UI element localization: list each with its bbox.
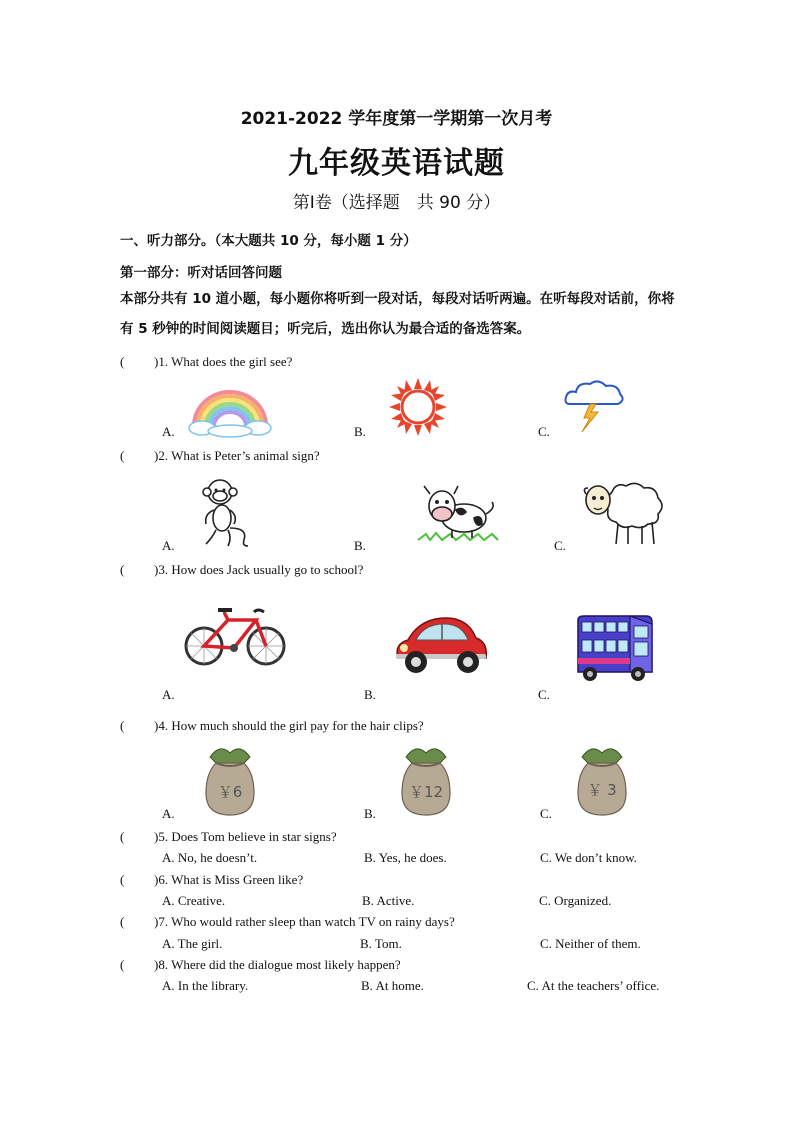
question-5 <box>120 829 337 845</box>
answer-bracket[interactable]: ( <box>120 562 125 577</box>
question-7 <box>120 914 455 930</box>
option-a[interactable]: A. Creative. <box>162 893 226 908</box>
answer-bracket[interactable]: ( <box>120 448 125 463</box>
option-c[interactable]: C. At the teachers’ office. <box>527 978 660 993</box>
question-text: )8. Where did the dialogue most likely happen? <box>154 957 401 972</box>
bus-icon <box>574 614 656 686</box>
cow-icon <box>416 478 500 546</box>
answer-bracket[interactable]: ( <box>120 354 125 369</box>
bicycle-icon <box>184 606 288 668</box>
answer-bracket[interactable]: ( <box>120 829 125 844</box>
option-b[interactable]: B. Active. <box>362 893 415 908</box>
question-8 <box>120 957 401 973</box>
option-a[interactable]: A. <box>162 687 175 702</box>
money-bag-icon <box>572 743 632 819</box>
question-1 <box>120 354 292 370</box>
option-b[interactable]: B. At home. <box>361 978 424 993</box>
money-bag-icon <box>200 743 260 819</box>
option-a[interactable]: A. <box>162 538 175 553</box>
question-3 <box>120 562 363 578</box>
option-b[interactable]: B. Yes, he does. <box>364 850 447 865</box>
sheep-icon <box>582 478 666 548</box>
question-text: )6. What is Miss Green like? <box>154 872 304 887</box>
sun-icon <box>388 377 448 437</box>
bag-price-label: ￥12 <box>408 783 444 801</box>
money-bag-icon <box>396 743 456 819</box>
option-c[interactable]: C. <box>538 687 550 702</box>
option-b[interactable]: B. <box>354 424 366 439</box>
option-c[interactable]: C. We don’t know. <box>540 850 637 865</box>
option-b[interactable]: B. <box>364 806 376 821</box>
part-title: 第一部分：听对话回答问题 <box>120 265 282 281</box>
option-c[interactable]: C. <box>554 538 566 553</box>
bag-price-label: ￥ 3 <box>587 781 617 799</box>
paper-subtitle: 第Ⅰ卷（选择题 共 90 分） <box>292 193 501 213</box>
car-icon <box>392 612 490 678</box>
question-text: )3. How does Jack usually go to school? <box>154 562 364 577</box>
rainbow-icon <box>188 382 272 438</box>
answer-bracket[interactable]: ( <box>120 914 125 929</box>
option-c[interactable]: C. <box>540 806 552 821</box>
option-b[interactable]: B. Tom. <box>360 936 402 951</box>
option-b[interactable]: B. <box>354 538 366 553</box>
option-c[interactable]: C. Neither of them. <box>540 936 641 951</box>
exam-title: 九年级英语试题 <box>288 146 505 181</box>
question-text: )1. What does the girl see? <box>154 354 293 369</box>
question-text: )2. What is Peter’s animal sign? <box>154 448 320 463</box>
monkey-icon <box>198 476 254 548</box>
question-6 <box>120 872 303 888</box>
question-text: )5. Does Tom believe in star signs? <box>154 829 337 844</box>
option-a[interactable]: A. In the library. <box>162 978 249 993</box>
thunderstorm-cloud-icon <box>562 378 626 434</box>
section-heading: 一、听力部分。（本大题共 10 分，每小题 1 分） <box>120 233 417 249</box>
option-c[interactable]: C. <box>538 424 550 439</box>
option-a[interactable]: A. The girl. <box>162 936 223 951</box>
question-text: )4. How much should the girl pay for the hair clips? <box>154 718 424 733</box>
option-a[interactable]: A. <box>162 806 175 821</box>
bag-price-label: ￥6 <box>217 783 243 801</box>
question-2 <box>120 448 320 464</box>
answer-bracket[interactable]: ( <box>120 718 125 733</box>
option-b[interactable]: B. <box>364 687 376 702</box>
question-text: )7. Who would rather sleep than watch TV on rainy days? <box>154 914 455 929</box>
option-c[interactable]: C. Organized. <box>539 893 612 908</box>
answer-bracket[interactable]: ( <box>120 872 125 887</box>
exam-term-title: 2021-2022 学年度第一学期第一次月考 <box>240 109 553 129</box>
option-a[interactable]: A. <box>162 424 175 439</box>
option-a[interactable]: A. No, he doesn’t. <box>162 850 258 865</box>
question-4 <box>120 718 424 734</box>
instructions: 本部分共有 10 道小题，每小题你将听到一段对话，每段对话听两遍。在听每段对话前，你将有 5 秒钟的时间阅读题目；听完后，选出你认为最合适的备选答案。 <box>120 291 675 337</box>
answer-bracket[interactable]: ( <box>120 957 125 972</box>
